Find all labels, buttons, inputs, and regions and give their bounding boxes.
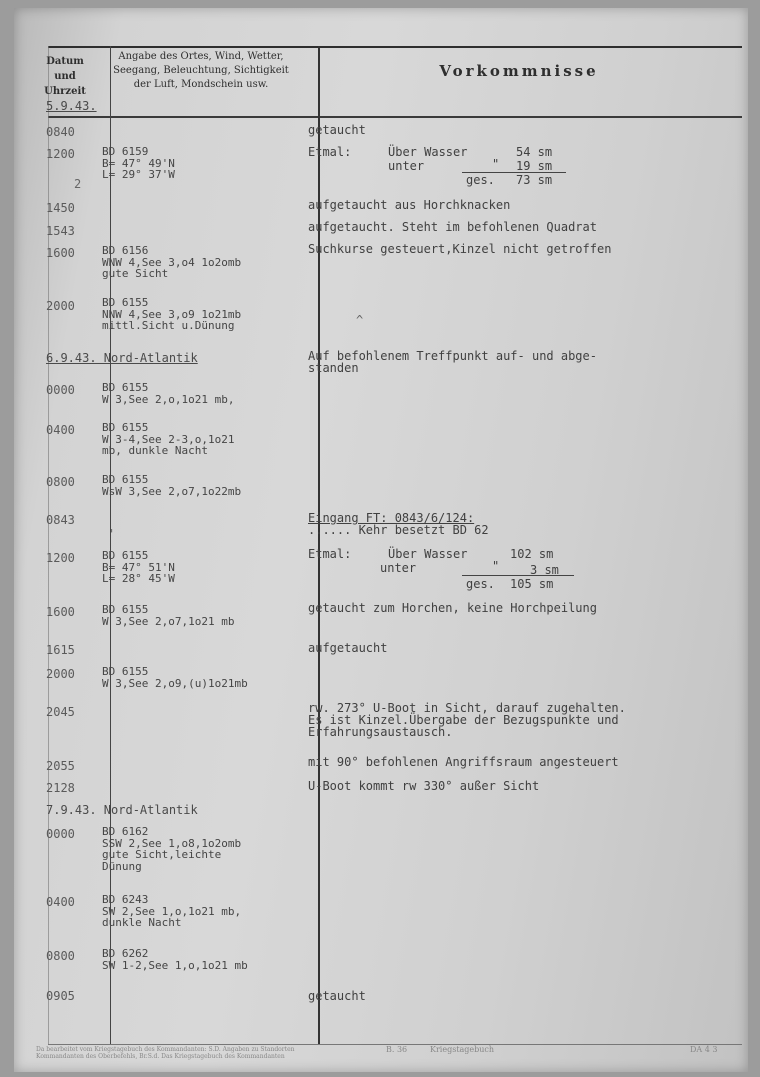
event-text: aufgetaucht aus Horchknacken (308, 198, 511, 212)
etmal-label: unter (388, 159, 425, 173)
etmal-label: ges. (466, 173, 495, 187)
position-weather: BD 6155 B= 47° 51'N L= 28° 45'W (102, 549, 175, 585)
event-text: ...... Kehr besetzt BD 62 (308, 523, 489, 537)
etmal-label: ges. (466, 577, 495, 591)
time-entry: 0800 (46, 475, 75, 489)
header-date-time: Datum und Uhrzeit (44, 56, 86, 97)
event-text: Auf befohlenem Treffpunkt auf- und abge- standen (308, 349, 597, 375)
position-weather: BD 6162 SSW 2,See 1,o8,1o2omb gute Sicht,leichte Dünung (102, 825, 242, 873)
event-text: aufgetaucht (308, 641, 388, 655)
time-entry: 0905 (46, 989, 75, 1003)
time-entry: 0000 (46, 827, 75, 841)
time-entry: 1543 (46, 224, 75, 238)
etmal-label: Etmal: (308, 145, 352, 159)
time-entry: 0000 (46, 383, 75, 397)
time-entry: 1600 (46, 605, 75, 619)
etmal-label: unter (380, 561, 417, 575)
event-text: mit 90° befohlenen Angriffsraum angesteuert (308, 755, 619, 769)
time-entry: 0400 (46, 895, 75, 909)
time-entry: 1600 (46, 246, 75, 260)
table-top-rule (48, 46, 742, 48)
etmal-value: 73 sm (516, 173, 553, 187)
time-entry: 2128 (46, 781, 75, 795)
date-line-6-9-43 (46, 352, 198, 364)
position-weather: BD 6155 W 3-4,See 2-3,o,1o21 mb, dunkle Nacht (102, 421, 235, 457)
event-text: U-Boot kommt rw 330° außer Sicht (308, 779, 540, 793)
time-entry: 2000 (46, 667, 75, 681)
date-6-9-43: 6.9.43. Nord-Atlantik (46, 351, 198, 365)
etmal-value: 3 sm (530, 563, 559, 577)
time-entry: 1615 (46, 643, 75, 657)
time-entry: 0843 (46, 513, 75, 527)
position-weather: BD 6156 WNW 4,See 3,o4 1o2omb gute Sicht (102, 244, 242, 280)
time-entry: 2055 (46, 759, 75, 773)
time-entry: 2045 (46, 705, 75, 719)
event-text: getaucht zum Horchen, keine Horchpeilung (308, 601, 597, 615)
event-text: aufgetaucht. Steht im befohlenen Quadrat (308, 220, 597, 234)
etmal-value: 19 sm (516, 159, 553, 173)
event-text: getaucht (308, 989, 366, 1003)
etmal-value: 54 sm (516, 145, 553, 159)
event-text: Suchkurse gesteuert,Kinzel nicht getroffen (308, 242, 612, 256)
time-entry: 1450 (46, 201, 75, 215)
header-location-weather: Angabe des Ortes, Wind, Wetter, Seegang, Beleuchtung, Sichtigkeit der Luft, Mondschein usw. (113, 51, 289, 90)
etmal-value: 105 sm (510, 577, 554, 591)
table-header-rule (48, 116, 742, 118)
time-entry: 2000 (46, 299, 75, 313)
time-entry: 1200 (46, 551, 75, 565)
position-weather: BD 6262 SW 1-2,See 1,o,1o21 mb (102, 947, 248, 972)
time-entry: 0400 (46, 423, 75, 437)
position-weather: BD 6155 W 3,See 2,o9,(u)1o21mb (102, 665, 248, 690)
date-line-5-9-43: 5.9.43. (46, 99, 97, 113)
etmal-label: Über Wasser (388, 145, 468, 159)
footer-page-ref: B. 36 (386, 1045, 408, 1054)
time-entry: 0840 (46, 125, 75, 139)
margin-mark: 2 (74, 177, 82, 191)
position-weather: BD 6155 NNW 4,See 3,o9 1o21mb mittl.Sicht u.Dünung (102, 296, 242, 332)
etmal-label: Über Wasser (388, 547, 468, 561)
etmal-ditto: " (492, 157, 500, 171)
event-radio-message: Eingang FT: 0843/6/124: (308, 511, 475, 525)
footer-printer-note: Da bearbeitet vom Kriegstagebuch des Kommandanten: S.D. Angaben zu Standorten Kommandanten des Oberbefehls, Br.S.d. Das Kriegstagebuch des Kommandanten (36, 1046, 295, 1060)
margin-mark: ^ (356, 313, 364, 327)
etmal-label: Etmal: (308, 547, 352, 561)
event-text: rw. 273° U-Boot in Sicht, darauf zugehalten. Es ist Kinzel.Übergabe der Bezugspunkte und Erfahrungsaustausch. (308, 701, 626, 739)
etmal-value: 102 sm (510, 547, 554, 561)
event-text: getaucht (308, 123, 366, 137)
footer-code: DA 4 3 (690, 1045, 718, 1054)
date-line-7-9-43: 7.9.43. Nord-Atlantik (46, 803, 198, 817)
column-divider-2 (318, 46, 320, 1044)
time-entry: 1200 (46, 147, 75, 161)
position-weather: BD 6155 WsW 3,See 2,o7,1o22mb (102, 473, 242, 498)
etmal-ditto: " (492, 559, 500, 573)
time-entry: 0800 (46, 949, 75, 963)
position-weather: BD 6159 B= 47° 49'N L= 29° 37'W (102, 145, 175, 181)
position-weather: BD 6155 W 3,See 2,o,1o21 mb, (102, 381, 235, 406)
footer-title: Kriegstagebuch (430, 1045, 495, 1054)
etmal-sum-rule (462, 575, 574, 576)
position-weather: BD 6155 W 3,See 2,o7,1o21 mb (102, 603, 235, 628)
position-weather: BD 6243 SW 2,See 1,o,1o21 mb, dunkle Nacht (102, 893, 242, 929)
margin-mark: ' (108, 527, 116, 541)
header-events: Vorkommnisse (439, 62, 599, 80)
